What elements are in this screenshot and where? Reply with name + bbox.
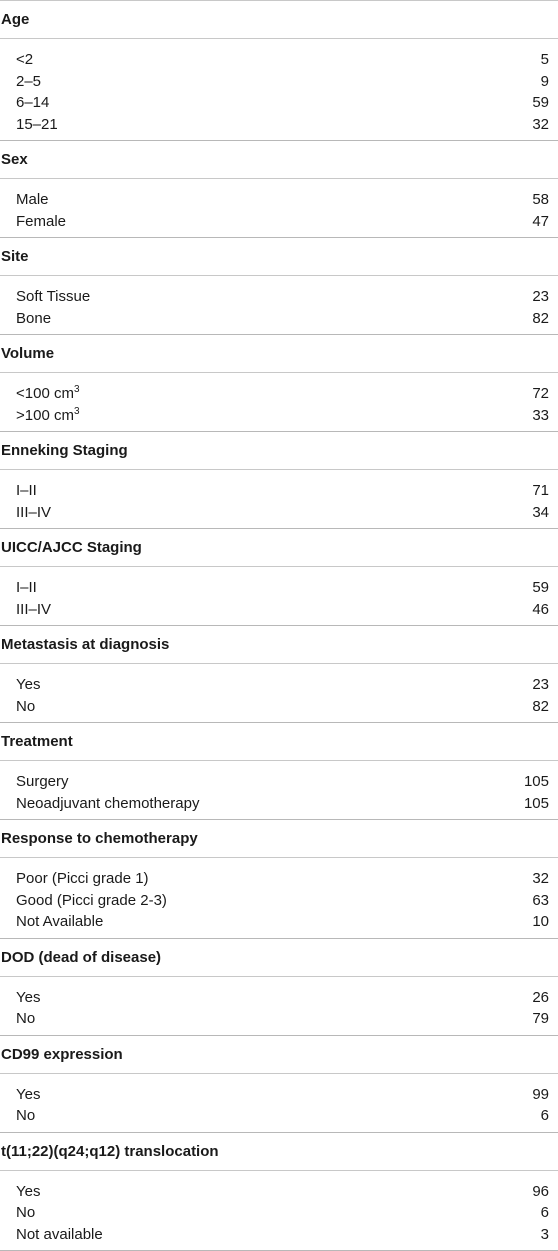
- row-value: 99: [532, 1086, 549, 1103]
- table-row: [0, 577, 558, 599]
- table-section: [0, 335, 558, 432]
- row-value: 33: [532, 407, 549, 424]
- table-section: [0, 1, 558, 141]
- row-label-text: >100 cm: [16, 407, 74, 424]
- table-row: [0, 1105, 558, 1127]
- row-label: [16, 310, 51, 327]
- table-row: [0, 308, 558, 330]
- row-label-text: Poor (Picci grade 1): [16, 870, 149, 887]
- row-label-text: Not Available: [16, 913, 103, 930]
- row-label: [16, 94, 49, 111]
- table-row: [0, 286, 558, 308]
- row-value: 34: [532, 504, 549, 521]
- row-value: 9: [541, 73, 549, 90]
- row-label-text: 2–5: [16, 73, 41, 90]
- table-row: [0, 480, 558, 502]
- row-value: 71: [532, 482, 549, 499]
- row-label-text: No: [16, 698, 35, 715]
- table-section: [0, 432, 558, 529]
- section-header: Enneking Staging: [0, 432, 558, 470]
- table-section: [0, 820, 558, 939]
- row-label-text: Female: [16, 213, 66, 230]
- row-label-text: Bone: [16, 310, 51, 327]
- row-value: 105: [524, 773, 549, 790]
- row-value: 82: [532, 698, 549, 715]
- section-header: Treatment: [0, 723, 558, 761]
- row-label-text: Good (Picci grade 2-3): [16, 892, 167, 909]
- row-value: 3: [541, 1226, 549, 1243]
- row-value: 63: [532, 892, 549, 909]
- section-rows: [0, 567, 558, 625]
- section-rows: [0, 179, 558, 237]
- row-label: [16, 870, 149, 887]
- row-label: [16, 504, 51, 521]
- row-value: 23: [532, 676, 549, 693]
- table-row: [0, 49, 558, 71]
- section-header: DOD (dead of disease): [0, 939, 558, 977]
- row-label-text: III–IV: [16, 504, 51, 521]
- row-label: [16, 892, 167, 909]
- row-label: [16, 191, 49, 208]
- row-value: 59: [532, 94, 549, 111]
- section-rows: [0, 373, 558, 431]
- table-section: [0, 1036, 558, 1133]
- row-label: [16, 288, 90, 305]
- row-label: [16, 1010, 35, 1027]
- row-value: 6: [541, 1204, 549, 1221]
- table-row: [0, 502, 558, 524]
- row-label-text: <100 cm: [16, 385, 74, 402]
- row-label: [16, 116, 58, 133]
- table-row: [0, 189, 558, 211]
- row-label: [16, 1204, 35, 1221]
- table-row: [0, 383, 558, 405]
- row-label-text: Yes: [16, 1183, 40, 1200]
- table-section: [0, 529, 558, 626]
- table-row: [0, 987, 558, 1009]
- row-label: [16, 482, 37, 499]
- row-label-text: III–IV: [16, 601, 51, 618]
- row-label: [16, 213, 66, 230]
- row-label: [16, 579, 37, 596]
- row-value: 59: [532, 579, 549, 596]
- table-row: [0, 405, 558, 427]
- row-label-text: Neoadjuvant chemotherapy: [16, 795, 199, 812]
- section-header: t(11;22)(q24;q12) translocation: [0, 1133, 558, 1171]
- section-rows: [0, 761, 558, 819]
- section-rows: [0, 470, 558, 528]
- table-section: [0, 238, 558, 335]
- row-label: [16, 385, 80, 402]
- section-rows: [0, 1074, 558, 1132]
- section-header: Age: [0, 1, 558, 39]
- section-rows: [0, 39, 558, 140]
- section-rows: [0, 977, 558, 1035]
- section-header: Volume: [0, 335, 558, 373]
- table-row: [0, 599, 558, 621]
- row-label: [16, 989, 40, 1006]
- table-row: [0, 696, 558, 718]
- row-label-text: Soft Tissue: [16, 288, 90, 305]
- row-label: [16, 1107, 35, 1124]
- row-label: [16, 1086, 40, 1103]
- table-row: [0, 1202, 558, 1224]
- table-row: [0, 114, 558, 136]
- row-label-text: 6–14: [16, 94, 49, 111]
- table-row: [0, 868, 558, 890]
- row-value: 10: [532, 913, 549, 930]
- row-label: [16, 601, 51, 618]
- section-header: Metastasis at diagnosis: [0, 626, 558, 664]
- unit-superscript: 3: [74, 384, 80, 395]
- row-label: [16, 773, 69, 790]
- table-section: [0, 939, 558, 1036]
- table-row: [0, 890, 558, 912]
- row-value: 5: [541, 51, 549, 68]
- row-label-text: <2: [16, 51, 33, 68]
- section-header: CD99 expression: [0, 1036, 558, 1074]
- row-label-text: No: [16, 1204, 35, 1221]
- row-value: 72: [532, 385, 549, 402]
- section-header: Sex: [0, 141, 558, 179]
- table-row: [0, 1008, 558, 1030]
- row-label: [16, 1183, 40, 1200]
- row-value: 32: [532, 870, 549, 887]
- row-value: 47: [532, 213, 549, 230]
- row-value: 105: [524, 795, 549, 812]
- table-section: [0, 1133, 558, 1251]
- table-row: [0, 1181, 558, 1203]
- row-label-text: Yes: [16, 989, 40, 1006]
- table-row: [0, 71, 558, 93]
- row-label-text: No: [16, 1107, 35, 1124]
- row-value: 26: [532, 989, 549, 1006]
- row-value: 32: [532, 116, 549, 133]
- row-value: 79: [532, 1010, 549, 1027]
- table-section: [0, 626, 558, 723]
- section-header: Site: [0, 238, 558, 276]
- row-label: [16, 51, 33, 68]
- unit-superscript: 3: [74, 406, 80, 417]
- row-label-text: Surgery: [16, 773, 69, 790]
- row-label-text: Not available: [16, 1226, 103, 1243]
- table-section: [0, 723, 558, 820]
- row-label-text: Male: [16, 191, 49, 208]
- table-row: [0, 211, 558, 233]
- row-value: 6: [541, 1107, 549, 1124]
- section-rows: [0, 664, 558, 722]
- table-row: [0, 1224, 558, 1246]
- table-row: [0, 674, 558, 696]
- row-label-text: No: [16, 1010, 35, 1027]
- table-section: [0, 141, 558, 238]
- row-label: [16, 407, 80, 424]
- row-label: [16, 698, 35, 715]
- row-label: [16, 1226, 103, 1243]
- row-label-text: 15–21: [16, 116, 58, 133]
- row-label: [16, 73, 41, 90]
- row-label-text: I–II: [16, 482, 37, 499]
- table-row: [0, 911, 558, 933]
- row-label: [16, 676, 40, 693]
- section-header: Response to chemotherapy: [0, 820, 558, 858]
- row-value: 23: [532, 288, 549, 305]
- section-rows: [0, 1171, 558, 1251]
- row-value: 82: [532, 310, 549, 327]
- row-label-text: Yes: [16, 1086, 40, 1103]
- section-rows: [0, 858, 558, 938]
- row-value: 96: [532, 1183, 549, 1200]
- table-row: [0, 92, 558, 114]
- row-label-text: Yes: [16, 676, 40, 693]
- table-row: [0, 1084, 558, 1106]
- row-label-text: I–II: [16, 579, 37, 596]
- row-value: 46: [532, 601, 549, 618]
- row-value: 58: [532, 191, 549, 208]
- table-row: [0, 771, 558, 793]
- row-label: [16, 913, 103, 930]
- table-row: [0, 793, 558, 815]
- section-rows: [0, 276, 558, 334]
- row-label: [16, 795, 199, 812]
- section-header: UICC/AJCC Staging: [0, 529, 558, 567]
